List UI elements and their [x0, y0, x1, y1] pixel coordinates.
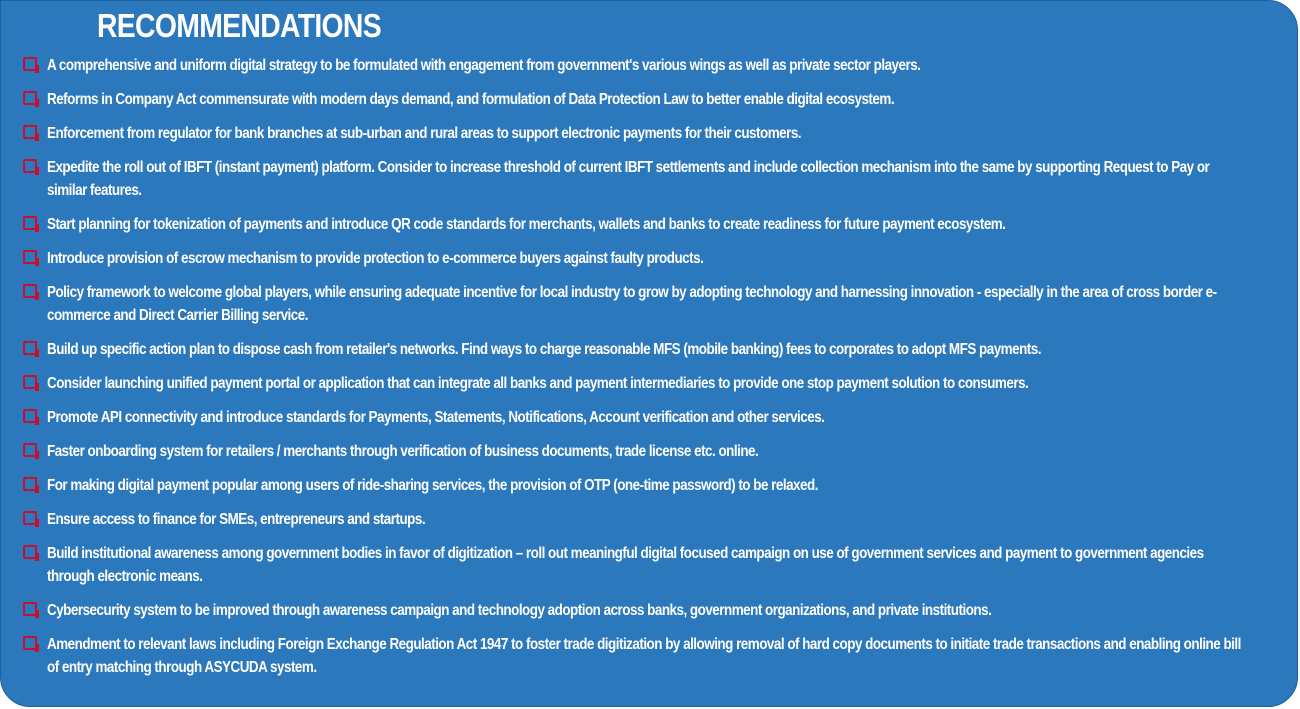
list-item-text: Start planning for tokenization of payments and introduce QR code standards for merchants, wallets and banks to create readiness for future payment ecosystem. — [47, 216, 1006, 233]
list-item — [21, 122, 1291, 145]
list-item — [21, 54, 1291, 77]
panel-title: RECOMMENDATIONS — [97, 7, 381, 44]
checkbox-bullet-icon — [23, 57, 37, 71]
checkbox-bullet-icon — [23, 409, 37, 423]
list-item-text: Consider launching unified payment portal or application that can integrate all banks and payment intermediaries to provide one stop payment solution to consumers. — [47, 375, 1029, 392]
list-item — [21, 474, 1291, 497]
list-item — [21, 338, 1291, 361]
list-item — [21, 542, 1291, 588]
list-item-text: Enforcement from regulator for bank branches at sub-urban and rural areas to support electronic payments for their customers. — [47, 125, 802, 142]
checkbox-bullet-icon — [23, 216, 37, 230]
checkbox-bullet-icon — [23, 636, 37, 650]
list-item — [21, 88, 1291, 111]
checkbox-bullet-icon — [23, 375, 37, 389]
list-item — [21, 508, 1291, 531]
list-item-text: Build up specific action plan to dispose cash from retailer's networks. Find ways to charge reasonable MFS (mobile banking) fees to corporates to adopt MFS payments. — [47, 341, 1041, 358]
list-item — [21, 599, 1291, 622]
list-item — [21, 281, 1291, 327]
checkbox-bullet-icon — [23, 602, 37, 616]
list-item-text: Build institutional awareness among government bodies in favor of digitization – roll out meaningful digital focused campaign on use of government services and payment to government agencies through electronic means. — [47, 545, 1204, 585]
recommendations-list — [21, 54, 1291, 690]
list-item — [21, 213, 1291, 236]
list-item-text: Cybersecurity system to be improved through awareness campaign and technology adoption across banks, government organizations, and private institutions. — [47, 602, 992, 619]
checkbox-bullet-icon — [23, 511, 37, 525]
list-item — [21, 406, 1291, 429]
list-item — [21, 633, 1291, 679]
list-item-text: Ensure access to finance for SMEs, entrepreneurs and startups. — [47, 511, 426, 528]
list-item-text: Policy framework to welcome global players, while ensuring adequate incentive for local industry to grow by adopting technology and harnessing innovation - especially in the area of cross border e-commerce and Direct Carrier Billing service. — [47, 284, 1217, 324]
list-item-text: Reforms in Company Act commensurate with modern days demand, and formulation of Data Protection Law to better enable digital ecosystem. — [47, 91, 895, 108]
list-item-text: For making digital payment popular among users of ride-sharing services, the provision of OTP (one-time password) to be relaxed. — [47, 477, 818, 494]
list-item — [21, 156, 1291, 202]
checkbox-bullet-icon — [23, 284, 37, 298]
checkbox-bullet-icon — [23, 341, 37, 355]
checkbox-bullet-icon — [23, 125, 37, 139]
checkbox-bullet-icon — [23, 545, 37, 559]
list-item-text: Amendment to relevant laws including Foreign Exchange Regulation Act 1947 to foster trade digitization by allowing removal of hard copy documents to initiate trade transactions and enabling online bill of entry matching through ASYCUDA system. — [47, 636, 1241, 676]
list-item-text: Faster onboarding system for retailers / merchants through verification of business documents, trade license etc. online. — [47, 443, 759, 460]
list-item-text: Promote API connectivity and introduce standards for Payments, Statements, Notifications, Account verification and other services. — [47, 409, 825, 426]
list-item-text: A comprehensive and uniform digital strategy to be formulated with engagement from government's various wings as well as private sector players. — [47, 57, 921, 74]
checkbox-bullet-icon — [23, 477, 37, 491]
checkbox-bullet-icon — [23, 443, 37, 457]
checkbox-bullet-icon — [23, 250, 37, 264]
checkbox-bullet-icon — [23, 159, 37, 173]
list-item-text: Introduce provision of escrow mechanism to provide protection to e-commerce buyers against faulty products. — [47, 250, 704, 267]
checkbox-bullet-icon — [23, 91, 37, 105]
list-item — [21, 372, 1291, 395]
list-item — [21, 440, 1291, 463]
list-item — [21, 247, 1291, 270]
list-item-text: Expedite the roll out of IBFT (instant payment) platform. Consider to increase threshold of current IBFT settlements and include collection mechanism into the same by supporting Request to Pay or similar features. — [47, 159, 1210, 199]
